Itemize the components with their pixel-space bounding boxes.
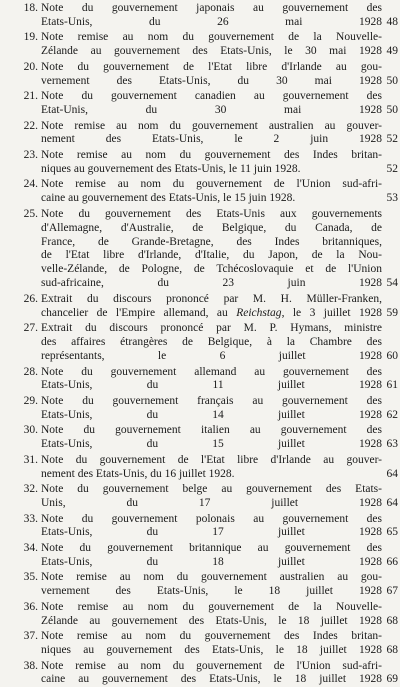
entry-number: 27.	[23, 322, 38, 335]
entry-line: représentants, le 6 juillet 1928	[41, 349, 382, 362]
entry-line: Note remise au nom du gouvernement de la Nouvelle-	[41, 31, 382, 44]
entry-line: Zélande au gouvernement des Etats-Unis, le 18 juillet 1928	[41, 614, 382, 627]
entry-line: Etats-Unis, du 11 juillet 1928	[41, 379, 382, 392]
entry-number: 19.	[23, 31, 38, 44]
entry-page-number: 64	[386, 467, 398, 480]
entry-number: 33.	[23, 512, 38, 525]
entry-line: Note du gouvernement polonais au gouvernement des	[41, 512, 382, 525]
entry-page-number: 52	[386, 133, 398, 146]
entry-line: nement des Etats-Unis, du 16 juillet 1928.	[41, 467, 235, 480]
entry-number: 18.	[23, 2, 38, 14]
entry-number: 30.	[23, 424, 38, 437]
entry-line: Note remise au nom du gouvernement de l'Union sud-afri-	[41, 659, 382, 672]
entry-page-number: 54	[386, 277, 398, 290]
entry-number: 23.	[23, 149, 38, 161]
entry-page-number: 50	[386, 74, 398, 87]
entry-page-number: 65	[386, 526, 398, 539]
entry-number: 34.	[23, 541, 38, 554]
entry-line: Note du gouvernement des Etats-Unis aux gouvernements	[41, 207, 382, 220]
entry-number: 24.	[23, 178, 38, 191]
entry-line: caine au gouvernement des Etats-Unis, le 15 juin 1928.	[41, 192, 296, 205]
entry-line: chancelier de l'Empire allemand, au Reichstag, le 3 juillet 1928	[41, 306, 382, 319]
entry-line: Note du gouvernement canadien au gouvernement des	[41, 90, 382, 103]
entry-page-number: 49	[386, 45, 398, 58]
entry-page-number: 64	[386, 496, 398, 509]
entry-line: Note du gouvernement italien au gouvernement des	[41, 424, 382, 437]
entry-page-number: 67	[386, 585, 398, 598]
entry-line: caine au gouvernement des Etats-Unis, le 18 juillet 1928	[41, 673, 382, 686]
entry-line: France, de Grande-Bretagne, des Indes britanniques,	[41, 235, 382, 248]
entry-number: 35.	[23, 571, 38, 584]
entry-line: Note du gouvernement belge au gouvernement des Etats-	[41, 483, 382, 496]
entry-line: Zélande au gouvernement des Etats-Unis, le 30 mai 1928	[41, 45, 382, 58]
entry-number: 32.	[23, 483, 38, 496]
entry-number: 31.	[23, 453, 38, 466]
entry-number: 36.	[23, 600, 38, 613]
entry-line: Note du gouvernement britannique au gouvernement des	[41, 541, 382, 554]
italic-word: Reichstag	[236, 306, 282, 319]
entry-page-number: 69	[386, 673, 398, 686]
entry-line: Note remise au nom du gouvernement de la Nouvelle-	[41, 600, 382, 613]
entry-line: des affaires étrangères de Belgique, à la Chambre des	[41, 336, 382, 349]
entry-line: velle-Zélande, de Pologne, de Tchécoslovaquie et de l'Union	[41, 263, 382, 276]
entry-number: 38.	[23, 659, 38, 672]
entry-line: Note du gouvernement de l'Etat libre d'Irlande au gouver-	[41, 453, 382, 466]
entry-line: Unis, du 17 juillet 1928	[41, 496, 382, 509]
entry-line: niques au gouvernement des Etats-Unis, le 18 juillet 1928	[41, 643, 382, 656]
entry-page-number: 52	[386, 162, 398, 175]
entry-line: Note remise au nom du gouvernement australien au gou-	[41, 571, 382, 584]
entry-line: Note remise au nom du gouvernement des Indes britan-	[41, 630, 382, 643]
entry-line: niques au gouvernement des Etats-Unis, le 11 juin 1928.	[41, 162, 301, 175]
entry-line: nement des Etats-Unis, le 2 juin 1928	[41, 133, 382, 146]
entry-number: 25.	[23, 207, 38, 220]
entry-line: Note du gouvernement allemand au gouvernement des	[41, 365, 382, 378]
entry-number: 26.	[23, 292, 38, 305]
entry-line: Note remise au nom du gouvernement des Indes britan-	[41, 149, 382, 161]
entry-number: 20.	[23, 60, 38, 73]
entry-page-number: 60	[386, 349, 398, 362]
entry-line: Etats-Unis, du 14 juillet 1928	[41, 408, 382, 421]
entry-line: Etats-Unis, du 18 juillet 1928	[41, 555, 382, 568]
entry-line: Note remise au nom du gouvernement de l'Union sud-afri-	[41, 178, 382, 191]
entry-page-number: 59	[386, 306, 398, 319]
entry-number: 21.	[23, 90, 38, 103]
entry-page-number: 50	[386, 104, 398, 117]
entry-line: Note du gouvernement de l'Etat libre d'Irlande au gou-	[41, 60, 382, 73]
entry-line: Etat-Unis, du 30 mai 1928	[41, 104, 382, 117]
entry-line: Note du gouvernement français au gouvernement des	[41, 394, 382, 407]
entry-number: 29.	[23, 394, 38, 407]
entry-page-number: 48	[386, 15, 398, 28]
entry-number: 22.	[23, 119, 38, 132]
entry-line: Etats-Unis, du 15 juillet 1928	[41, 438, 382, 451]
entry-line: sud-africaine, du 23 juin 1928	[41, 277, 382, 290]
entry-line: d'Allemagne, d'Australie, de Belgique, du Canada, de	[41, 221, 382, 234]
entry-page-number: 68	[386, 643, 398, 656]
entry-page-number: 66	[386, 555, 398, 568]
entry-line: Extrait du discours prononcé par M. P. Hymans, ministre	[41, 322, 382, 335]
entry-page-number: 53	[386, 192, 398, 205]
entry-line: Extrait du discours prononcé par M. H. Müller-Franken,	[41, 292, 382, 305]
entry-number: 28.	[23, 365, 38, 378]
entry-line: vernement des Etats-Unis, le 18 juillet 1928	[41, 585, 382, 598]
entry-line: Note du gouvernement japonais au gouvernement des	[41, 2, 382, 14]
entry-line: Note remise au nom du gouvernement australien au gouver-	[41, 119, 382, 132]
entry-page-number: 63	[386, 438, 398, 451]
entry-page-number: 62	[386, 408, 398, 421]
entry-line: Etats-Unis, du 26 mai 1928	[41, 15, 382, 28]
entry-line: vernement des Etats-Unis, du 30 mai 1928	[41, 74, 382, 87]
entry-line: de l'Etat libre d'Irlande, d'Italie, du Japon, de la Nou-	[41, 249, 382, 262]
entry-page-number: 61	[386, 379, 398, 392]
entry-number: 37.	[23, 630, 38, 643]
entry-page-number: 68	[386, 614, 398, 627]
entry-line: Etats-Unis, du 17 juillet 1928	[41, 526, 382, 539]
